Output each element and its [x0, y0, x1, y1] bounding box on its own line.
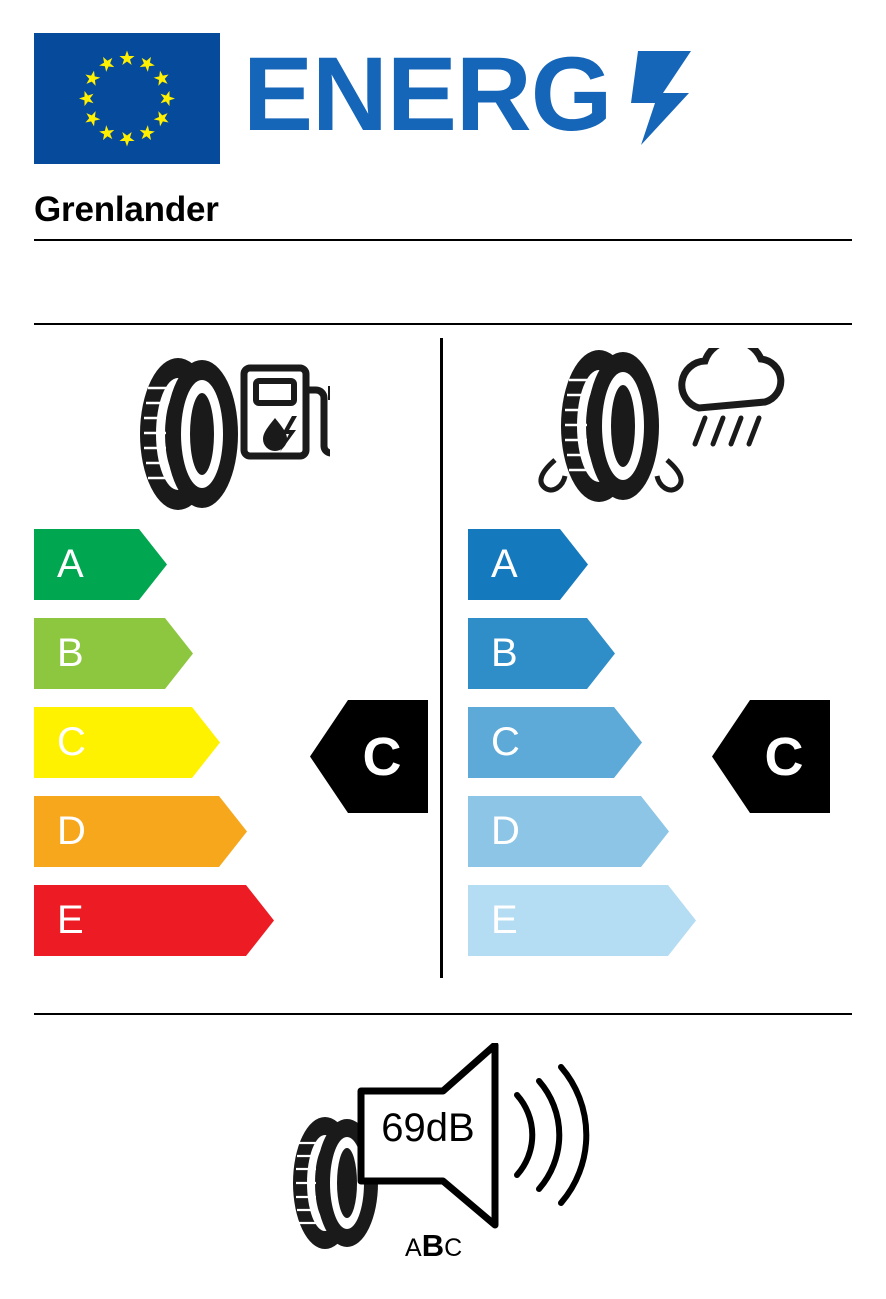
grade-letter: C [57, 720, 86, 764]
divider-section-bottom [34, 1013, 852, 1015]
wet-grip-result-marker [712, 700, 830, 813]
fuel-efficiency-result-marker [310, 700, 428, 813]
energy-wordmark [243, 45, 713, 150]
divider-vertical [440, 338, 443, 978]
wet-grip-result-letter: C [764, 726, 804, 787]
eu-flag [34, 33, 220, 164]
svg-text:ENERG: ENERG [243, 45, 612, 150]
noise-class-scale [405, 1228, 462, 1264]
noise-class-a: A [405, 1234, 422, 1262]
grade-letter: E [491, 898, 518, 942]
brand-name: Grenlander [34, 190, 219, 229]
divider-under-brand [34, 239, 852, 241]
grade-letter: B [491, 631, 518, 675]
divider-section-top [34, 323, 852, 325]
fuel-efficiency-result-letter: C [362, 726, 402, 787]
grade-letter: A [491, 542, 518, 586]
grade-letter: D [491, 809, 520, 853]
grade-letter: B [57, 631, 84, 675]
noise-class-b: B [421, 1228, 445, 1263]
grade-arrow-a [468, 529, 588, 600]
grade-letter: A [57, 542, 84, 586]
fuel-pump-tyre-icon [120, 348, 330, 520]
noise-value: 69dB [381, 1106, 475, 1150]
noise-class-c: C [444, 1234, 463, 1262]
grade-letter: D [57, 809, 86, 853]
grade-letter: C [491, 720, 520, 764]
grade-letter: E [57, 898, 84, 942]
rain-cloud-tyre-icon [527, 348, 787, 520]
grade-arrow-a [34, 529, 167, 600]
